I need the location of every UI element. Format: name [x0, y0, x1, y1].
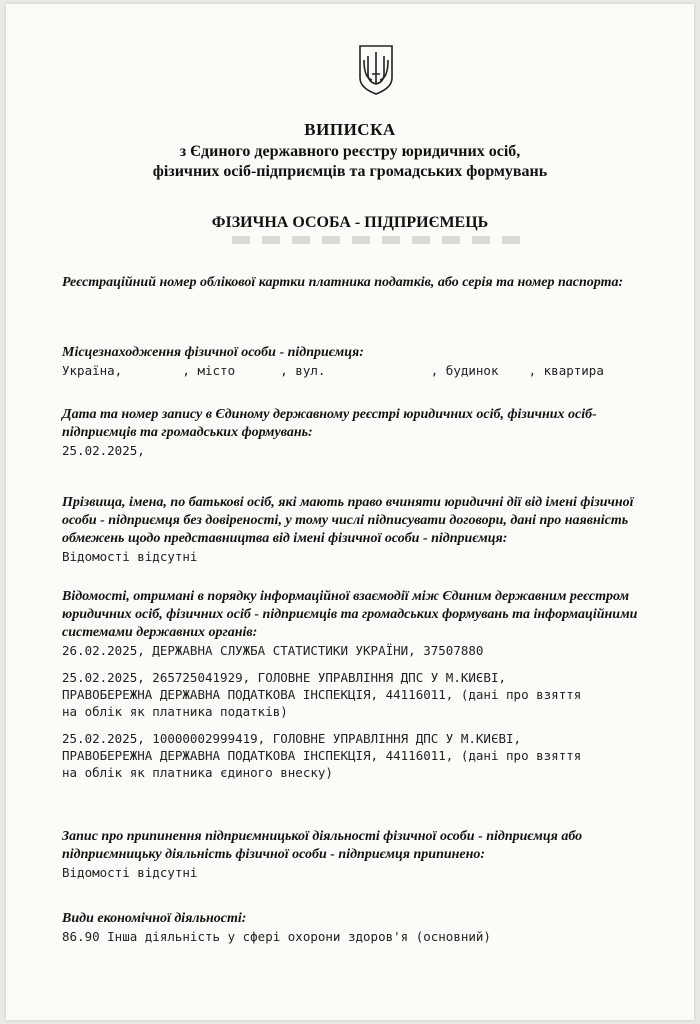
subject-type-heading: ФІЗИЧНА ОСОБА - ПІДПРИЄМЕЦЬ	[211, 214, 489, 231]
interaction-entry-1: 26.02.2025, ДЕРЖАВНА СЛУЖБА СТАТИСТИКИ УКРАЇНИ, 37507880	[62, 643, 484, 658]
termination-label-line-1: Запис про припинення підприємницької діяльності фізичної особи - підприємця або	[62, 829, 583, 844]
termination-section	[62, 828, 662, 881]
tax-id-section	[62, 274, 662, 292]
address-section	[62, 344, 662, 379]
interaction-entry-2	[62, 669, 662, 720]
representatives-label-line-1: Прізвища, імена, по батькові осіб, які мають право вчиняти юридичні дії від імені фізичної	[62, 495, 634, 510]
activities-section	[62, 910, 662, 945]
address-value: Україна, , місто , вул. , будинок , квартира	[62, 363, 604, 378]
registration-label-line-2: підприємців та громадських формувань:	[62, 425, 313, 440]
redacted-name-area	[232, 236, 522, 244]
interaction-entry-3-line-3: на облік як платника єдиного внеску)	[62, 765, 333, 780]
subtitle-line-1: з Єдиного державного реєстру юридичних осіб,	[179, 143, 521, 160]
representatives-label-line-3: обмежень щодо представництва від імені фізичної особи - підприємця:	[62, 531, 508, 546]
interaction-entry-3	[62, 730, 662, 781]
registration-value: 25.02.2025,	[62, 443, 145, 458]
interaction-entry-2-line-1: 25.02.2025, 265725041929, ГОЛОВНЕ УПРАВЛІННЯ ДПС У М.КИЄВІ,	[62, 670, 507, 685]
interaction-entry-3-line-2: ПРАВОБЕРЕЖНА ДЕРЖАВНА ПОДАТКОВА ІНСПЕКЦІЯ, 44116011, (дані про взяття	[62, 748, 582, 763]
interaction-entry-2-line-2: ПРАВОБЕРЕЖНА ДЕРЖАВНА ПОДАТКОВА ІНСПЕКЦІЯ, 44116011, (дані про взяття	[62, 687, 582, 702]
interaction-entry-2-line-3: на облік як платника податків)	[62, 704, 288, 719]
document-subtitle	[6, 142, 694, 182]
interaction-label-line-3: системами державних органів:	[62, 625, 258, 640]
address-label: Місцезнаходження фізичної особи - підприємця:	[62, 345, 364, 360]
registration-section	[62, 406, 662, 459]
tax-id-label: Реєстраційний номер облікової картки платника податків, або серія та номер паспорта:	[62, 275, 624, 290]
termination-label-line-2: підприємницьку діяльність фізичної особи - підприємця припинено:	[62, 847, 486, 862]
representatives-value: Відомості відсутні	[62, 549, 198, 564]
termination-value: Відомості відсутні	[62, 865, 198, 880]
interaction-label-line-2: юридичних осіб, фізичних осіб - підприємців та громадських формувань та інформаційними	[62, 607, 638, 622]
subtitle-line-2: фізичних осіб-підприємців та громадських формувань	[152, 163, 548, 180]
interaction-label-line-1: Відомості, отримані в порядку інформаційної взаємодії між Єдиним державним реєстром	[62, 589, 630, 604]
registration-label-line-1: Дата та номер запису в Єдиному державному реєстрі юридичних осіб, фізичних осіб-	[62, 407, 597, 422]
document-page	[6, 4, 694, 1020]
activities-label: Види економічної діяльності:	[62, 911, 247, 926]
activities-value: 86.90 Інша діяльність у сфері охорони здоров'я (основний)	[62, 929, 491, 944]
document-title: ВИПИСКА	[304, 120, 396, 139]
trident-emblem-icon	[358, 44, 394, 96]
representatives-section	[62, 494, 662, 565]
interaction-entry-3-line-1: 25.02.2025, 10000002999419, ГОЛОВНЕ УПРАВЛІННЯ ДПС У М.КИЄВІ,	[62, 731, 522, 746]
representatives-label-line-2: особи - підприємця без довіреності, у тому числі підписувати договори, дані про наявність	[62, 513, 629, 528]
interaction-section	[62, 588, 662, 781]
